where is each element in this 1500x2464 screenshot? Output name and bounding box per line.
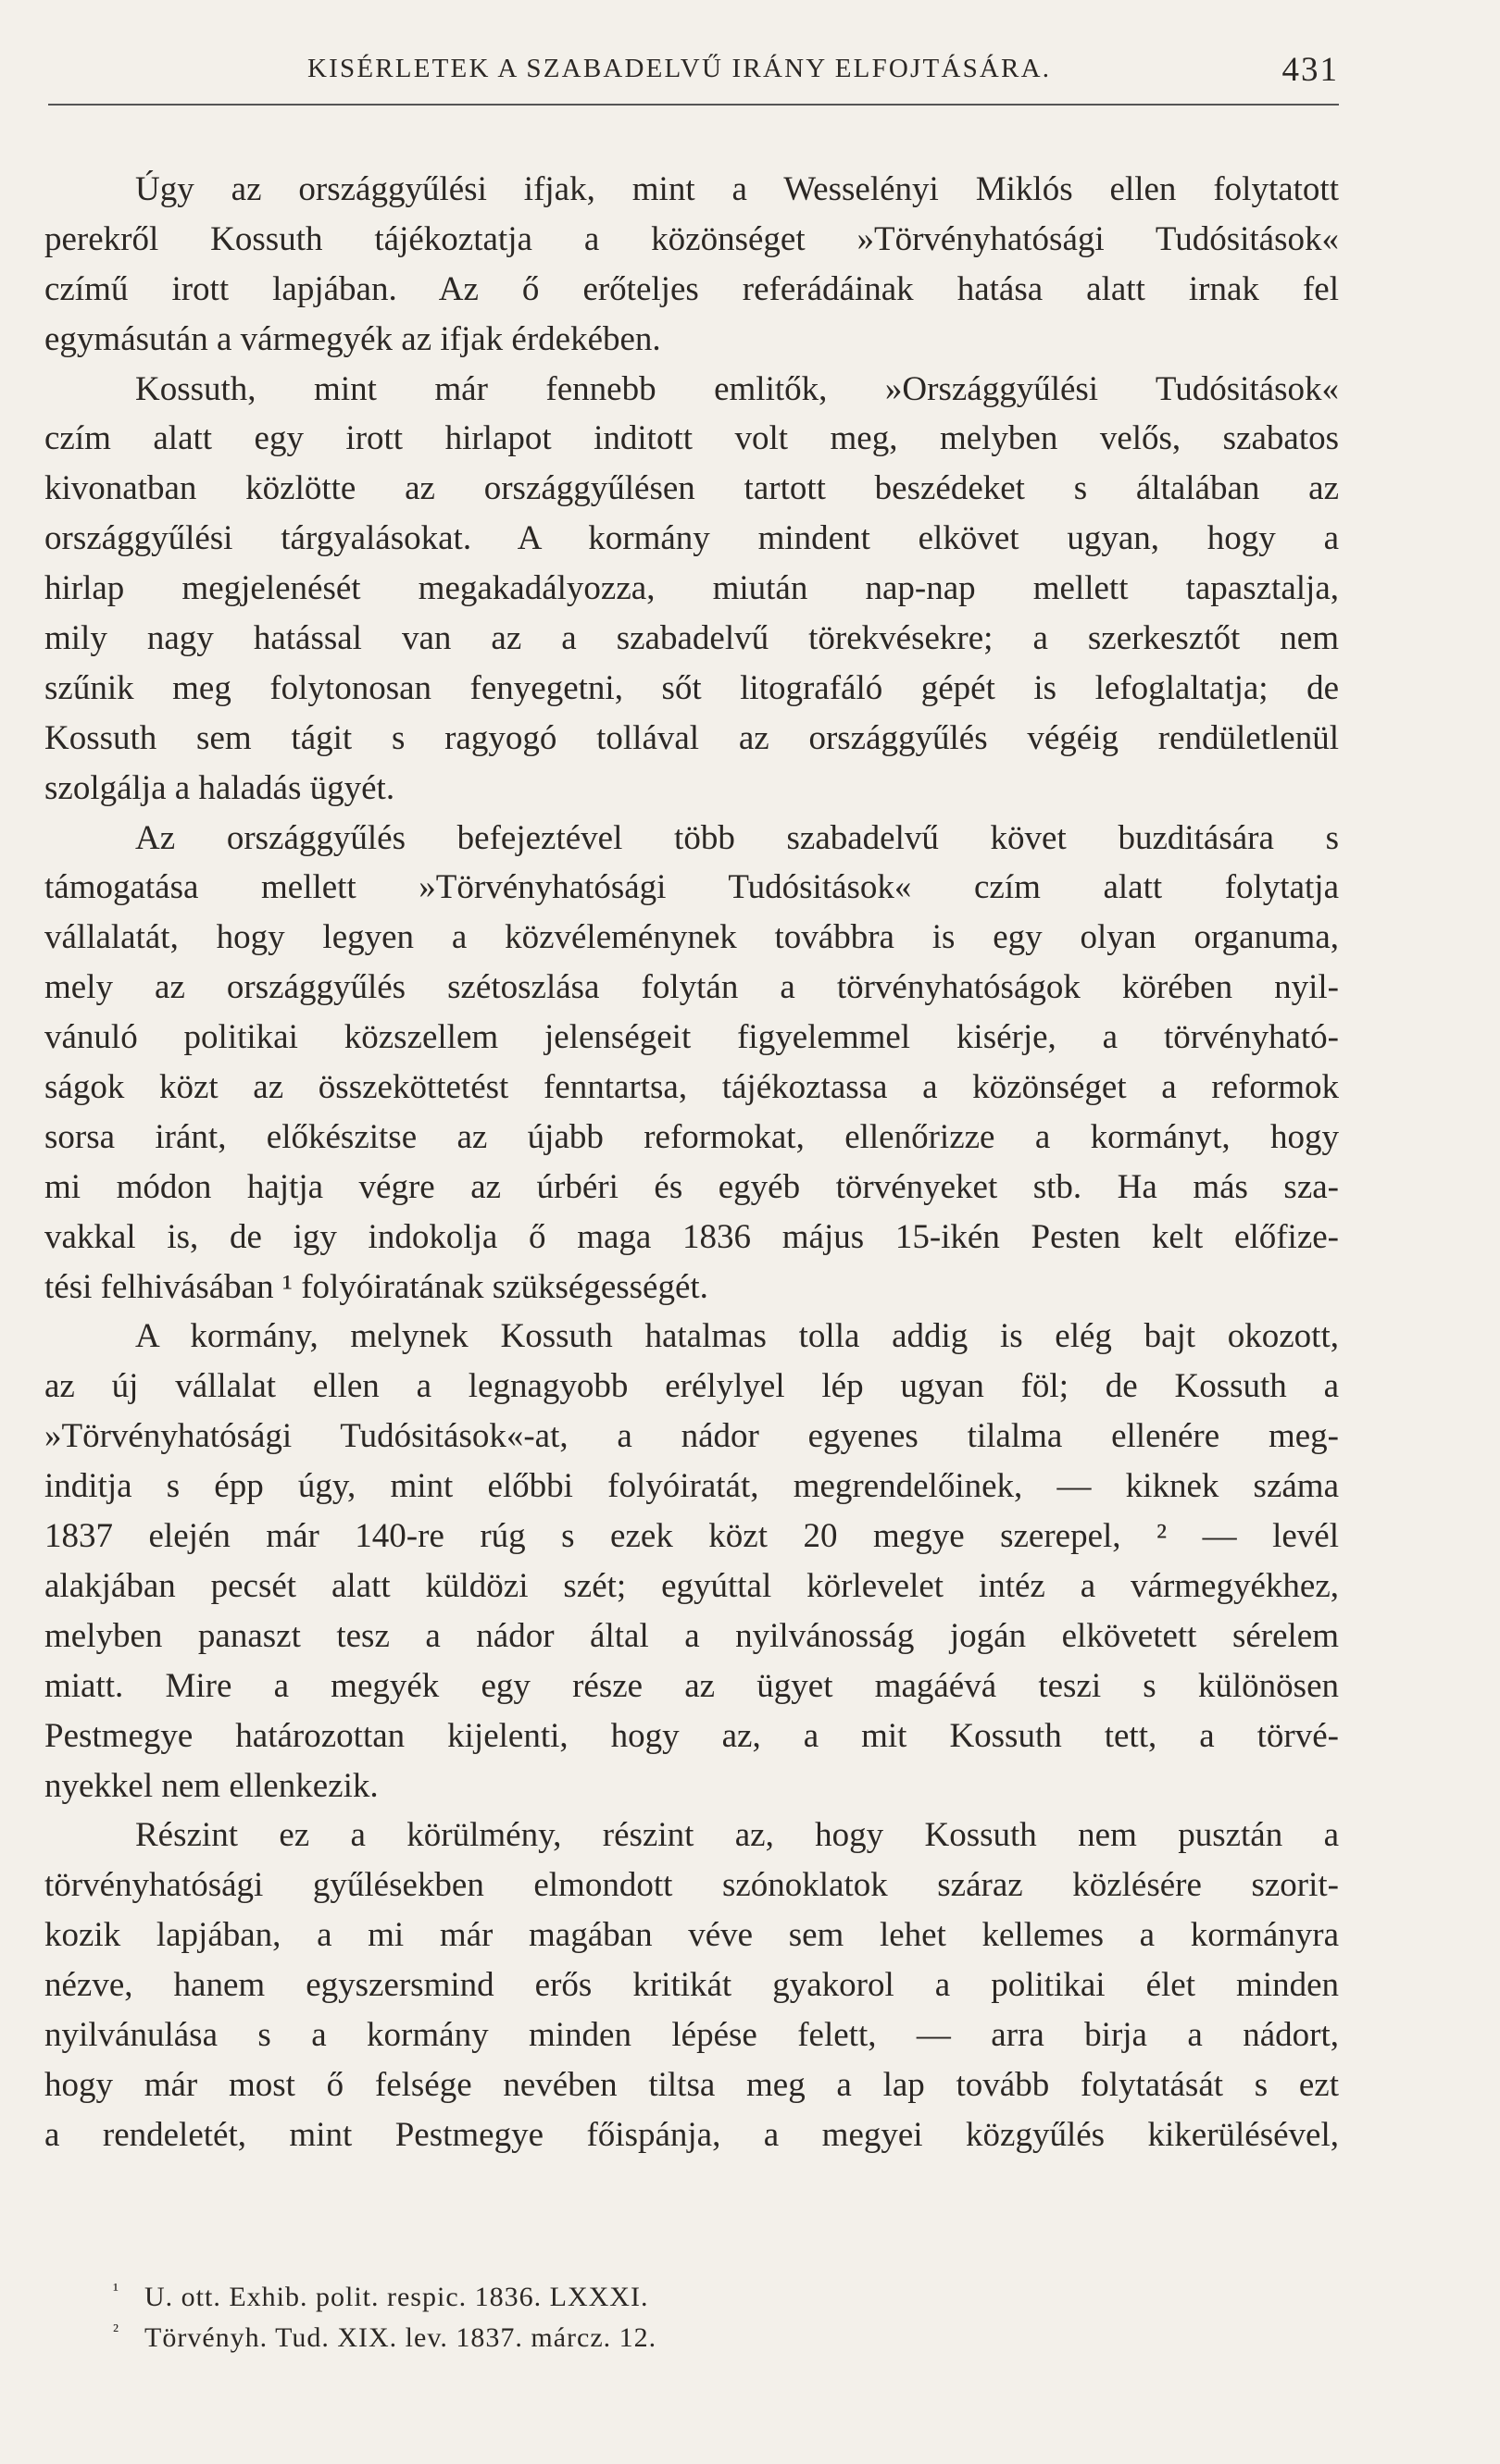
text-line: szűnik meg folytonosan fenyegetni, sőt litografáló gépét is lefoglaltatja; de: [44, 668, 1339, 707]
footnote-text: U. ott. Exhib. polit. respic. 1836. LXXXI.: [144, 2282, 649, 2312]
text-line: alakjában pecsét alatt küldözi szét; egyúttal körlevelet intéz a vármegyékhez,: [44, 1566, 1339, 1605]
text-line: ságok közt az összeköttetést fenntartsa, tájékoztassa a közönséget a reformok: [44, 1068, 1339, 1107]
text-line: Úgy az országgyűlési ifjak, mint a Wesselényi Miklós ellen folytatott: [135, 170, 1339, 208]
text-line: támogatása mellett »Törvényhatósági Tudósitások« czím alatt folytatja: [44, 868, 1339, 907]
text-line: sorsa iránt, előkészitse az újabb reformokat, ellenőrizze a kormányt, hogy: [44, 1117, 1339, 1156]
header-rule: [48, 104, 1339, 106]
text-line: hogy már most ő felsége nevében tiltsa meg a lap tovább folytatását s ezt: [44, 2065, 1339, 2104]
text-line: Pestmegye határozottan kijelenti, hogy az, a mit Kossuth tett, a törvé-: [44, 1716, 1339, 1755]
text-line: Kossuth sem tágit s ragyogó tollával az országgyűlés végéig rendületlenül: [44, 718, 1339, 757]
text-line: az új vállalat ellen a legnagyobb erélylyel lép ugyan föl; de Kossuth a: [44, 1367, 1339, 1406]
text-line: nyilvánulása s a kormány minden lépése felett, — arra birja a nádort,: [44, 2015, 1339, 2054]
footnote: [113, 2270, 656, 2310]
text-line: szolgálja a haladás ügyét.: [44, 768, 395, 807]
footnotes: [113, 2270, 656, 2351]
text-line: perekről Kossuth tájékoztatja a közönséget »Törvényhatósági Tudósitások«: [44, 219, 1339, 258]
text-line: vánuló politikai közszellem jelenségeit figyelemmel kisérje, a törvényható-: [44, 1018, 1339, 1057]
body-text: [44, 165, 1339, 2160]
footnote-number: ²: [113, 2321, 119, 2341]
text-line: czímű irott lapjában. Az ő erőteljes referádáinak hatása alatt irnak fel: [44, 269, 1339, 308]
text-line: vállalatát, hogy legyen a közvéleménynek továbbra is egy olyan organuma,: [44, 918, 1339, 957]
text-line: Kossuth, mint már fennebb emlitők, »Országgyűlési Tudósitások«: [135, 369, 1339, 408]
text-line: mily nagy hatással van az a szabadelvű törekvésekre; a szerkesztőt nem: [44, 619, 1339, 658]
page-number: 431: [1281, 51, 1339, 89]
text-line: nézve, hanem egyszersmind erős kritikát gyakorol a politikai élet minden: [44, 1966, 1339, 2005]
running-title: KISÉRLETEK A SZABADELVŰ IRÁNY ELFOJTÁSÁRA.: [307, 54, 1052, 83]
text-line: Az országgyűlés befejeztével több szabadelvű követ buzditására s: [135, 818, 1339, 857]
footnote: [113, 2310, 656, 2351]
text-line: tési felhivásában ¹ folyóiratának szükségességét.: [44, 1267, 708, 1306]
text-line: »Törvényhatósági Tudósitások«-at, a nádor egyenes tilalma ellenére meg-: [44, 1417, 1339, 1456]
text-line: országgyűlési tárgyalásokat. A kormány mindent elkövet ugyan, hogy a: [44, 519, 1339, 558]
text-line: Részint ez a körülmény, részint az, hogy Kossuth nem pusztán a: [135, 1816, 1339, 1855]
text-line: mi módon hajtja végre az úrbéri és egyéb törvényeket stb. Ha más sza-: [44, 1167, 1339, 1206]
text-line: egymásután a vármegyék az ifjak érdekében.: [44, 319, 661, 358]
text-line: czím alatt egy irott hirlapot inditott volt meg, melyben velős, szabatos: [44, 419, 1339, 458]
text-line: vakkal is, de igy indokolja ő maga 1836 május 15-ikén Pesten kelt előfize-: [44, 1217, 1339, 1256]
text-line: inditja s épp úgy, mint előbbi folyóiratát, megrendelőinek, — kiknek száma: [44, 1467, 1339, 1506]
text-line: melyben panaszt tesz a nádor által a nyilvánosság jogán elkövetett sérelem: [44, 1616, 1339, 1655]
text-line: kozik lapjában, a mi már magában véve sem lehet kellemes a kormányra: [44, 1916, 1339, 1955]
text-line: a rendeletét, mint Pestmegye főispánja, a megyei közgyűlés kikerülésével,: [44, 2115, 1339, 2154]
text-line: nyekkel nem ellenkezik.: [44, 1766, 379, 1805]
running-header: [48, 51, 1339, 109]
text-line: törvényhatósági gyűlésekben elmondott szónoklatok száraz közlésére szorit-: [44, 1866, 1339, 1905]
text-line: hirlap megjelenését megakadályozza, miután nap-nap mellett tapasztalja,: [44, 569, 1339, 608]
text-line: A kormány, melynek Kossuth hatalmas tolla addig is elég bajt okozott,: [135, 1317, 1339, 1356]
text-line: 1837 elején már 140-re rúg s ezek közt 20 megye szerepel, ² — levél: [44, 1517, 1339, 1556]
text-line: mely az országgyűlés szétoszlása folytán a törvényhatóságok körében nyil-: [44, 968, 1339, 1007]
text-line: kivonatban közlötte az országgyűlésen tartott beszédeket s általában az: [44, 469, 1339, 508]
footnote-number: ¹: [113, 2280, 119, 2300]
footnote-text: Törvényh. Tud. XIX. lev. 1837. márcz. 12.: [144, 2322, 657, 2353]
text-line: miatt. Mire a megyék egy része az ügyet magáévá teszi s különösen: [44, 1666, 1339, 1705]
